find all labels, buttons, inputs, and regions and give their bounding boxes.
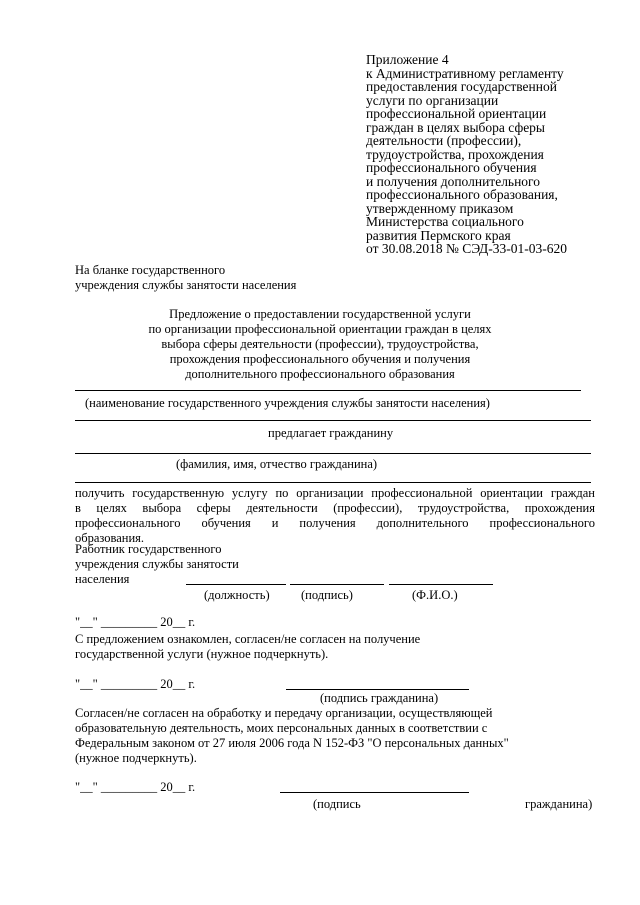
appendix-line: профессионального образования,: [366, 187, 558, 202]
position-caption: (должность): [204, 588, 270, 602]
appendix-line: граждан в целях выбора сферы: [366, 119, 546, 135]
final-signature-field[interactable]: [280, 792, 469, 793]
appendix-line: услуги по организации: [366, 92, 499, 108]
appendix-line: и получения дополнительного: [366, 173, 541, 189]
service-line: получить государственную услугу по организации профессиональной ориентации граждан: [75, 486, 595, 500]
institution-name-field-2[interactable]: [75, 420, 591, 421]
institution-caption: (наименование государственного учреждения службы занятости населения): [85, 396, 490, 410]
appendix-line: развития Пермского края: [366, 227, 511, 243]
consent-line: Федеральным законом от 27 июля 2006 года N 152-ФЗ "О персональных данных": [75, 736, 509, 750]
citizen-fio-field-2[interactable]: [75, 482, 591, 483]
letterhead-line: На бланке государственного: [75, 263, 226, 277]
title-line: дополнительного профессионального образования: [185, 367, 455, 381]
consent-line: (нужное подчеркнуть).: [75, 751, 197, 765]
letterhead-note: [75, 263, 296, 293]
appendix-line: трудоустройства, прохождения: [366, 146, 544, 162]
consent-line: образовательную деятельность, моих персональных данных в соответствии с: [75, 721, 488, 735]
worker-fio-field[interactable]: [389, 584, 493, 585]
citizen-signature-field[interactable]: [286, 689, 469, 690]
title-line: выбора сферы деятельности (профессии), трудоустройства,: [161, 337, 479, 351]
appendix-block: [366, 53, 567, 256]
acquainted-line: С предложением ознакомлен, согласен/не согласен на получение: [75, 632, 421, 646]
service-line: в целях выбора сферы деятельности (профессии), трудоустройства, прохождения: [75, 501, 595, 515]
document-title: [120, 307, 520, 382]
service-paragraph: [75, 486, 595, 546]
worker-line: Работник государственного: [75, 542, 222, 556]
appendix-line: деятельности (профессии),: [366, 133, 522, 148]
acquainted-paragraph: [75, 632, 420, 662]
institution-name-field[interactable]: [75, 390, 581, 391]
signature-field[interactable]: [290, 584, 384, 585]
worker-line: учреждения службы занятости: [75, 557, 239, 571]
final-signature-caption-right: гражданина): [525, 797, 593, 811]
date-field[interactable]: "__" _________ 20__ г.: [75, 677, 196, 691]
consent-line: Согласен/не согласен на обработку и передачу организации, осуществляющей: [75, 706, 493, 720]
worker-line: населения: [75, 572, 130, 586]
appendix-line: к Административному регламенту: [366, 65, 564, 81]
appendix-line: утвержденному приказом: [366, 200, 514, 216]
date-field[interactable]: "__" _________ 20__ г.: [75, 780, 196, 794]
service-line: профессионального обучения и получения дополнительного профессионального: [75, 516, 595, 530]
position-field[interactable]: [186, 584, 286, 585]
title-line: Предложение о предоставлении государственной услуги: [169, 307, 471, 321]
letterhead-line: учреждения службы занятости населения: [75, 278, 297, 292]
citizen-signature-caption: (подпись гражданина): [320, 691, 439, 705]
signature-caption: (подпись): [301, 588, 353, 602]
title-line: по организации профессиональной ориентации граждан в целях: [148, 322, 492, 336]
appendix-line: от 30.08.2018 № СЭД-33-01-03-620: [366, 241, 567, 256]
acquainted-line: государственной услуги (нужное подчеркнуть).: [75, 647, 329, 661]
appendix-line: Министерства социального: [366, 214, 524, 229]
fio-caption: (фамилия, имя, отчество гражданина): [176, 457, 378, 471]
fio-short-caption: (Ф.И.О.): [412, 588, 458, 602]
service-line: образования.: [75, 531, 145, 545]
citizen-fio-field[interactable]: [75, 453, 591, 454]
appendix-line: профессиональной ориентации: [366, 106, 547, 121]
title-line: прохождения профессионального обучения и получения: [169, 352, 471, 366]
appendix-line: предоставления государственной: [366, 79, 557, 94]
appendix-line: Приложение 4: [366, 52, 449, 67]
final-signature-caption-left: (подпись: [313, 797, 361, 811]
worker-label: [75, 542, 239, 587]
offers-text: предлагает гражданину: [268, 426, 394, 440]
appendix-line: профессионального обучения: [366, 160, 537, 175]
consent-paragraph: [75, 706, 509, 766]
date-field[interactable]: "__" _________ 20__ г.: [75, 615, 196, 629]
